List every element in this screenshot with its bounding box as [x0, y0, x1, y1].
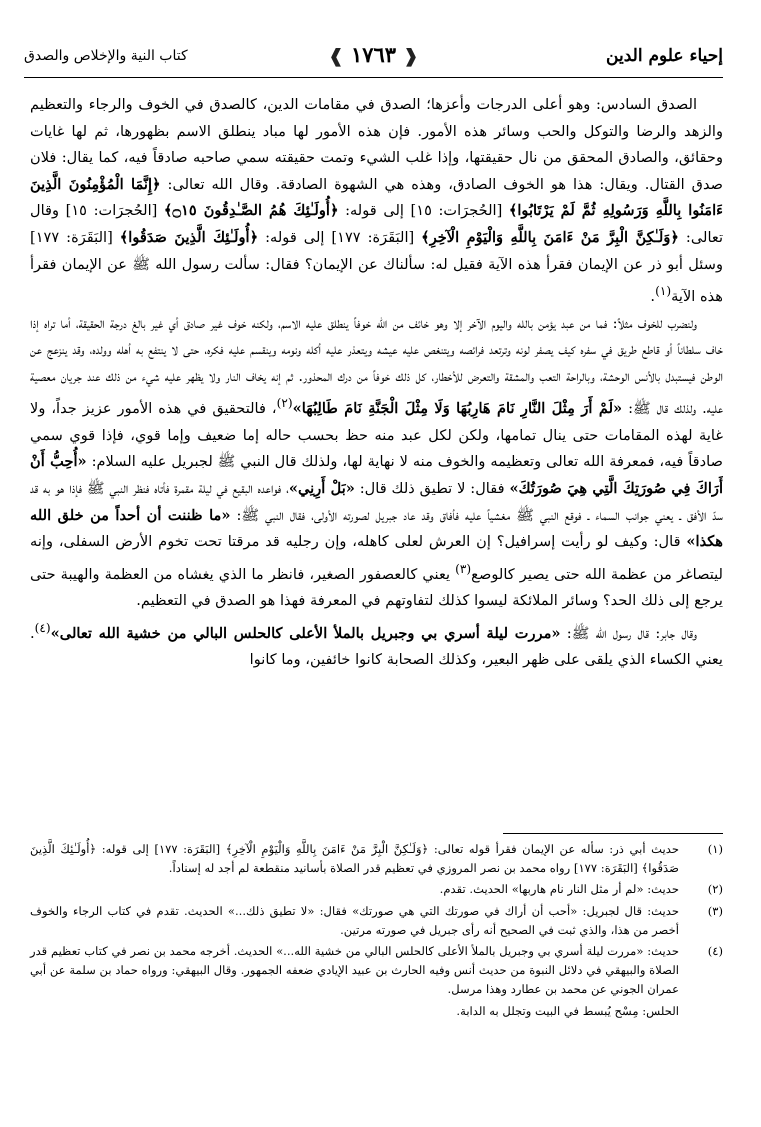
quran-verse: ﴿إِنَّمَا الْمُؤْمِنُونَ الَّذِينَ ءَامَنُوا بِاللَّهِ وَرَسُولِهِ ثُمَّ لَمْ يَرْتَابُوا﴾	[30, 175, 723, 220]
ornament-left-icon: ❰	[328, 46, 344, 67]
footnote-ref[interactable]: (١)	[655, 284, 672, 299]
text-run: يعني كالعصفور الصغير، فانظر ما الذي يغشاه من العظمة والهيبة حتى يرجع إلى ذلك الحد؟ وسائر الملائكة ليسوا كذلك لتفاوتهم في المعرفة فهذا هو الصدق في التعظيم.	[30, 565, 723, 610]
footnote-number: (١)	[707, 842, 723, 856]
footnote-number: (٤)	[707, 944, 723, 959]
text-run: [البَقَرَة: ١٧٧] إلى قوله:	[258, 228, 422, 246]
footnote-item	[30, 942, 723, 1000]
page-header	[24, 36, 723, 80]
text-run: فقال: لا تطيق ذلك قال:	[354, 480, 510, 498]
text-run: ولنضرب للخوف مثلاً: فما من عبد يؤمن بالله واليوم الآخر إلا وهو خائف من الله خوفاً ينطلق عليه الاسم، ولكنه خوف غير صادق أي غير بالغ درجة الحقيقة، أما تراه إذا خاف سلطاناً أو قاطع طريق في سفره كيف يصفر لونه وترتعد فرائصه ويتنغص عليه عيشه ويتعذر عليه أكله ونومه وينقسم عليه فكره، حتى لا ينتفع به أهله وولده، وقد ينزعج عن الوطن فيستبدل بالأنس الوحشة، وبالراحة التعب والمشقة والتعرض للأخطار، كل ذلك خوفاً من درك المحذور. ثم إنه يخاف النار ولا يظهر عليه شيء من ذلك عند جريان معصية عليه. ولذلك قال ﷺ:	[30, 314, 723, 418]
footnote-item	[30, 902, 723, 940]
text-run: [الحُجرَات: ١٥] إلى قوله:	[338, 202, 509, 220]
footnote-text: حديث: «مررت ليلة أسري بي وجبريل بالملأ الأعلى كالحلس البالي من خشية الله...» الحديث. أخرجه محمد بن نصر في كتاب تعظيم قدر الصلاة والبيهقي في دلائل النبوة من حديث أنس وفيه الحارث بن عبيد الإيادي ضعفه الجمهور. وقال البيهقي: ورواه حماد بن سلمة عن أبي عمران الجوني عن محمد بن عطارد وهذا مرسل.	[30, 944, 679, 997]
paragraph-1	[30, 92, 723, 311]
text-run: قال: وكيف لو رأيت إسرافيل؟ إن العرش لعلى كاهله، وإن رجليه قد مرقتا تحت تخوم الأرض السفلى، وإنه ليتصاغر من عظمة الله حتى يصير كالوصع	[30, 533, 723, 583]
footnote-rule	[503, 833, 723, 834]
quran-verse: ﴿وَلَـٰكِنَّ الْبِرَّ مَنْ ءَامَنَ بِاللَّهِ وَالْيَوْمِ الْآخِرِ﴾	[421, 228, 679, 246]
text-run: ، فالتحقيق في هذه الأمور عزيز جداً، ولا غاية لهذه المقامات حتى ينال تمامها، ولكن لكل عبد منه حظ بحسب حاله إما ضعيف وإما قوي، فإذا قوي سمي صادقاً فيه، فمعرفة الله تعالى وتعظيمه والخوف منه لا نهاية لها، ولذلك قال النبي ﷺ لجبريل عليه السلام:	[30, 400, 723, 471]
text-run: .	[650, 288, 656, 306]
footnote-text: حديث: «لم أر مثل النار نام هاربها» الحديث. تقدم.	[439, 882, 679, 897]
book-title: إحياء علوم الدين	[606, 46, 723, 66]
main-text	[30, 92, 723, 820]
hadith-quote: «ما ظننت أن أحداً من خلق الله هكذا»	[30, 506, 723, 551]
chapter-title: كتاب النية والإخلاص والصدق	[24, 48, 188, 64]
footnote-text: الحلس: مِسْح يُبسط في البيت وتجلل به الدابة.	[456, 1003, 679, 1018]
footnote-item	[30, 840, 723, 878]
hadith-quote: «بَلْ أَرِنِي»	[288, 480, 355, 498]
footnote-number: (٢)	[707, 882, 723, 897]
text-run: وقال جابر: قال رسول الله ﷺ:	[560, 624, 697, 642]
text-run: [الحُجرَات: ١٥] وقال تعالى:	[30, 202, 723, 246]
footnote-ref[interactable]: (٢)	[276, 396, 293, 411]
footnote-ref[interactable]: (٣)	[455, 561, 472, 576]
page-number: ١٧٦٣	[350, 42, 397, 67]
text-run: ، فواعده البقيع في ليلة مقمرة فأتاه فنظر النبي ﷺ فإذا هو به قد سدّ الأفق ـ يعني جوانب السماء ـ فوقع النبي ﷺ مغشياً عليه فأفاق وقد عاد جبريل لصورته الأولى، فقال النبي ﷺ:	[30, 480, 723, 524]
text-run: . يعني الكساء الذي يلقى على ظهر البعير، وكذلك الصحابة كانوا خائفين، وما كانوا	[30, 624, 723, 669]
footnote-text: حديث أبي ذر: سأله عن الإيمان فقرأ قوله تعالى: ﴿وَلَـٰكِنَّ الْبِرَّ مَنْ ءَامَنَ بِاللَّهِ وَالْيَوْمِ الْآخِرِ﴾ [البَقَرَة: ١٧٧] إلى قوله: ﴿أُولَـٰئِكَ الَّذِينَ صَدَقُوا﴾ [البَقَرَة: ١٧٧] رواه محمد بن نصر المروزي في تعظيم قدر الصلاة بأسانيد منقطعة لم أجد له إسناداً.	[30, 842, 679, 876]
footnote-text: حديث: قال لجبريل: «أحب أن أراك في صورتك التي هي صورتك» فقال: «لا تطيق ذلك...» الحديث. تقدم في كتاب الرجاء والخوف أخصر من هذا، والذي ثبت في الصحيح أنه رأى جبريل في صورته مرتين.	[30, 903, 679, 937]
paragraph-2	[30, 311, 723, 615]
quran-verse: ﴿أُولَـٰئِكَ هُمُ الصَّـٰدِقُونَ ۝١٥﴾	[163, 202, 339, 220]
footnote-number: (٣)	[707, 903, 723, 918]
footnote-ref[interactable]: (٤)	[34, 620, 51, 635]
text-run: الصدق السادس: وهو أعلى الدرجات وأعزها؛ الصدق في مقامات الدين، كالصدق في الخوف والرجاء والتعظيم والزهد والرضا والتوكل والحب وسائر هذه الأمور. فإن هذه الأمور لها مباد ينطلق الاسم بظهورها، ثم لها غايات وحقائق، والصادق المحقق من نال حقيقتها، وإذا غلب الشيء وتمت حقيقته سمي صاحبه صادقاً فيه، كما يقال: فلان صدق القتال. ويقال: هذا هو الخوف الصادق، وهذه هي الشهوة الصادقة. وقال الله تعالى:	[30, 96, 723, 193]
paragraph-3	[30, 615, 723, 674]
header-rule	[24, 77, 723, 78]
hadith-quote: «لَمْ أَرَ مِثْلَ النَّارِ نَامَ هَارِبُهَا وَلَا مِثْلَ الْجَنَّةِ نَامَ طَالِبُهَا»	[292, 400, 623, 418]
quran-verse: ﴿أُولَـٰئِكَ الَّذِينَ صَدَقُوا﴾	[119, 228, 259, 246]
footnote-item	[30, 1002, 723, 1021]
footnotes	[30, 840, 723, 1023]
text-run: [البَقَرَة: ١٧٧] وسئل أبو ذر عن الإيمان فقرأ هذه الآية فقيل له: سألناك عن الإيمان؟ فقال: سألت رسول الله ﷺ عن الإيمان فقرأ هذه الآية	[30, 228, 723, 306]
hadith-quote: «مررت ليلة أسري بي وجبريل بالملأ الأعلى كالحلس البالي من خشية الله تعالى»	[50, 624, 561, 642]
hadith-quote: «أُحِبُّ أَنْ أَرَاكَ فِي صُورَتِكَ الَّتِي هِيَ صُورَتُكَ»	[30, 453, 723, 498]
ornament-right-icon: ❱	[403, 46, 419, 67]
footnote-item	[30, 880, 723, 899]
